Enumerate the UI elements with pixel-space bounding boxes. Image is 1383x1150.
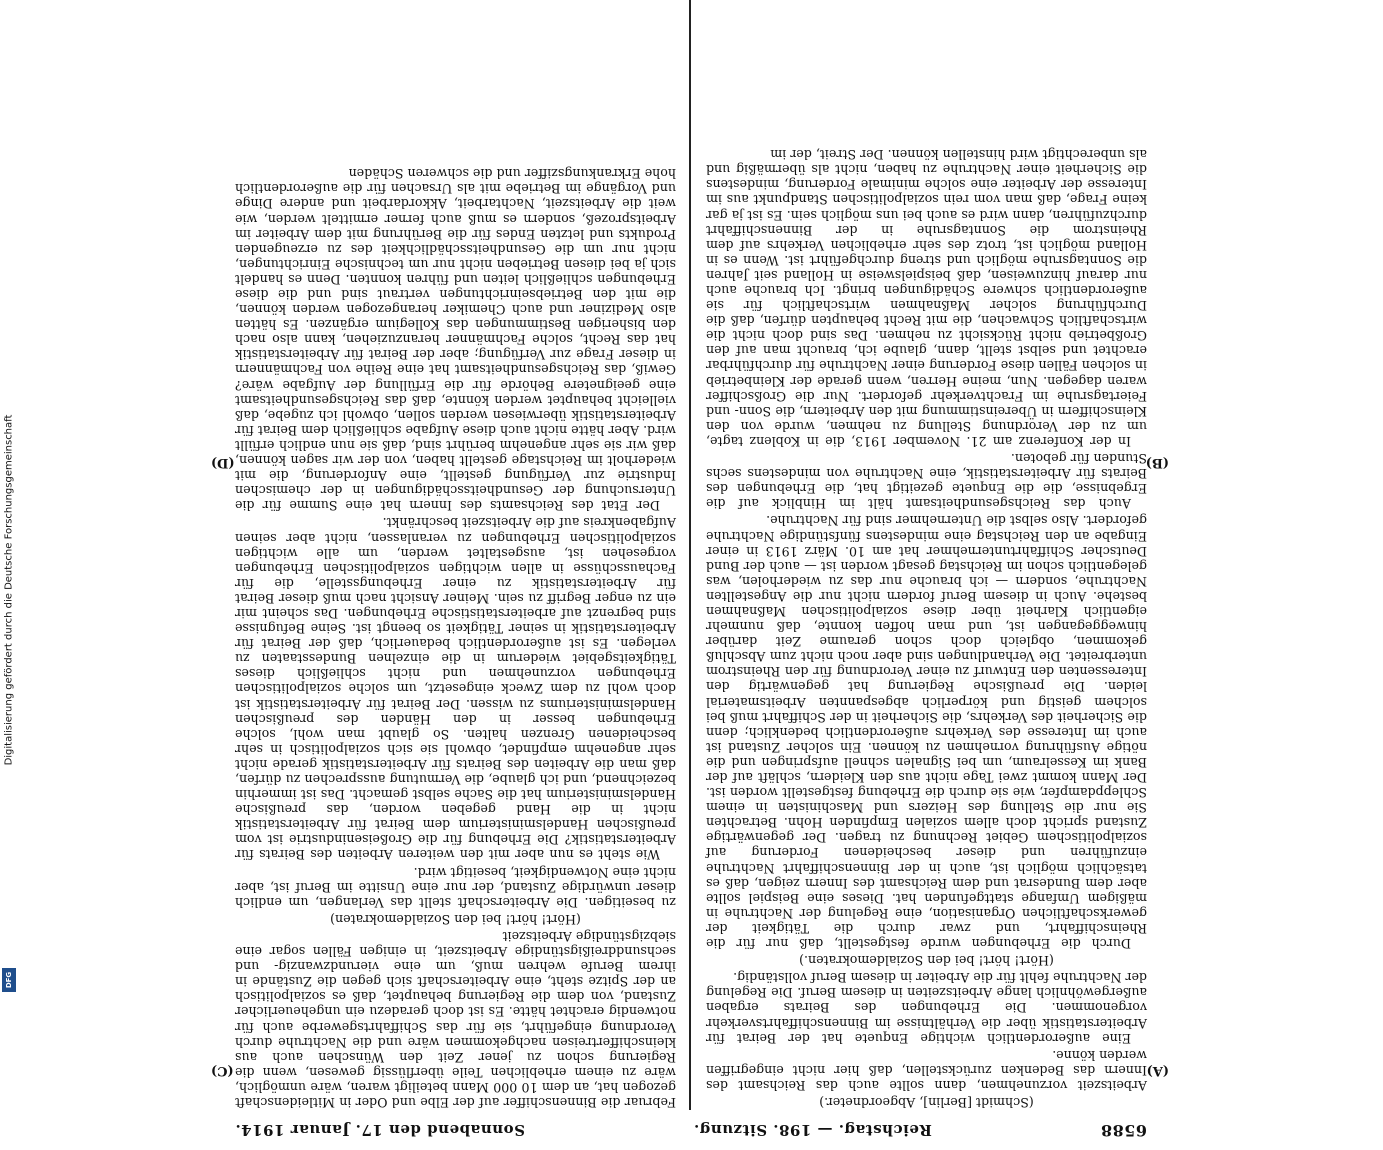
digitization-note: Digitalisierung gefördert durch die Deutsche Forschungsgemeinschaft (3, 414, 15, 766)
paragraph: Wie steht es nun aber mit den weiteren Arbeiten des Beirats für Arbeiterstatistik? Die Erhebung für die Großeisenindustrie ist vom preußischen Handelsministerium dem Beirat für Arbeiterstatistik nicht in die Hand gegeben worden, das preußische Handelsministerium hat die Sache selbst gemacht. Das ist immerhin bezeichnend, und ich glaube, die Vermutung aussprechen zu dürfen, daß man die Arbeiten des Beirats für Arbeiterstatistik gerade nicht sehr angenehm empfindet, obwohl sie sich sozialpolitisch in sehr bescheidenen Grenzen halten. So glaubt man wohl, solche Erhebungen besser in den Händen des preußischen Handelsministeriums zu wissen. Der Beirat für Arbeiterstatistik ist doch wohl zu dem Zweck eingesetzt, um solche sozialpolitischen Erhebungen vorzunehmen und nicht schließlich dieses Tätigkeitsgebiet wiederum in die einzelnen Bundesstaaten zu verlegen. Es ist außerordentlich bedauerlich, daß der Beirat für Arbeiterstatistik in seiner Tätigkeit so beengt ist. Seine Befugnisse sind begrenzt auf arbeiterstatistische Erhebungen. Das scheint mir ein zu enger Begriff zu sein. Meiner Ansicht nach muß dieser Beirat für Arbeiterstatistik zu einer Erhebungsstelle, die für Fachausschüsse in allen wichtigen sozialpolitischen Erhebungen vorgesehen ist, ausgestaltet werden, um alle wichtigen sozialpolitischen Erhebungen zu veranlassen, nicht aber seinen Aufgabenkreis auf die Arbeitszeit beschränkt. (235, 515, 676, 863)
dfg-logo (2, 968, 16, 992)
paragraph: Auch das Reichsgesundheitsamt hält im Hinblick auf die Ergebnisse, die die Enquete gezeitigt hat, die Erhebungen des Beirats für Arbeiterstatistik, eine Nachtruhe von mindestens sechs Stunden für geboten. (706, 451, 1147, 512)
paragraph: Arbeitszeit vorzunehmen, dann sollte auch das Reichsamt des Innern das Bedenken zurückstellen, daß hier nicht eingegriffen werden könne. (706, 1047, 1147, 1093)
margin-letter-a: (A) (1146, 1063, 1169, 1078)
page-number: 6588 (1100, 1121, 1147, 1140)
text-columns (211, 0, 1169, 1110)
paragraph: In der Konferenz am 21. November 1913, die in Koblenz tagte, um zu der Verordnung Stellung zu nehmen, wurde von den Kleinschiffern in Übereinstimmung mit den Arbeitern, die Sonn- und Feiertagsruhe im Frachtverkehr gefordert. Nur die Großschiffer waren dagegen. Nun, meine Herren, wenn gerade der Kleinbetrieb in solchen Fällen diese Forderung einer Nachtruhe für durchführbar erachtet und selbst stellt, dann, glaube ich, braucht man auf den Großbetrieb nicht Rücksicht zu nehmen. Das sind doch nicht die wirtschaftlich Schwachen, die mit Recht behaupten dürfen, daß die Durchführung solcher Maßnahmen wirtschaftlich für sie außerordentlich schwere Schädigungen bringt. Ich brauche auch nur darauf hinzuweisen, daß beispielsweise in Holland seit Jahren die Sonntagsruhe möglich und streng durchgeführt ist. Wenn es in Holland möglich ist, trotz des sehr erheblichen Verkehrs auf dem Rheinstrom die Sonntagsruhe in der Binnenschiffahrt durchzuführen, dann wird es auch bei uns möglich sein. Es ist ja gar keine Frage, daß man vom rein sozialpolitischen Standpunkt aus im Interesse der Arbeiter eine solche minimale Forderung, mindestens die Sicherheit einer Nachtruhe zu haben, nicht als übermäßig und als unberechtigt wird hinstellen können. Der Streit, der im (706, 147, 1147, 449)
right-column (211, 0, 676, 1110)
margin-letter-b: (B) (1145, 455, 1169, 470)
paragraph: Februar die Binnenschiffer auf der Elbe und Oder in Mitleidenschaft gezogen hat, an dem 10 000 Mann beteiligt waren, wäre unmöglich, wäre zu einem erheblichen Teile überflüssig gewesen, wenn die Regierung schon zu jener Zeit den Wünschen auch aus kleinschiffertreisen nachgekommen wäre und die Nachtruhe durch Verordnung eingeführt, sie für das Schiffahrtsgewerbe auch für notwendig erachtet hätte. Es ist doch geradezu ein ungeheuerlicher Zustand, von dem die Regierung behauptet, daß es sozialpolitisch an der Spitze steht, eine Arbeiterschaft sich gegen die Zustände in ihrem Berufe wehren muß, um eine vierundzwanzig- und sechsunddreißigstündige Arbeitszeit, in einigen Fällen sogar eine siebzigstündige Arbeitszeit (235, 928, 676, 1110)
paragraph: Der Etat des Reichsamts des Innern hat eine Summe für die Untersuchung der Gesundheitsschädigungen in der chemischen Industrie zur Verfügung gestellt, eine Anforderung, die mit wiederholt im Reichstage gestellt haben, von der wir sagen können, daß wir sie sehr angenehm berührt sind, daß sie nun endlich erfüllt wird. Aber hätte nicht auch diese Aufgabe schließlich dem Beirat für Arbeiterstatistik überwiesen werden sollen, obwohl ich zugebe, daß vielleicht behauptet werden könnte, daß das Reichsgesundheitsamt eine geeignetere Behörde für die Erfüllung der Aufgabe wäre? Gewiß, das Reichsgesundheitsamt hat eine Reihe von Fachmännern in dieser Frage zur Verfügung; aber der Beirat für Arbeiterstatistik hat das Recht, solche Fachmänner heranzuziehen, kann also nach den bisherigen Bestimmungen das Kollegium ergänzen. Es hätten also Mediziner und auch Chemiker herangezogen werden können, die mit den Betriebseinrichtungen vertraut sind und die diese Erhebungen schließlich leiten und führen konnten. Denn es handelt sich ja bei diesen Betrieben nicht nur um technische Einrichtungen, nicht nur um die Gesundheitsschädlichkeit des zu erzeugenden Produkts und letzten Endes für die Berührung mit dem Arbeiter im Arbeitsprozeß, sondern es muß auch ferner ermittelt werden, wie weit die Arbeitszeit, Nachtarbeit, Akkordarbeit und andere Dinge und Vorgänge im Betriebe mit als Ursachen für die außerordentlich hohe Erkrankungsziffer und die schweren Schäden (235, 166, 676, 514)
paragraph: Eine außerordentlich wichtige Enquete hat der Beirat für Arbeiterstatistik über die Verhältnisse im Binnenschiffahrtsverkehr vorgenommen. Die Erhebungen des Beirats ergaben außergewöhnlich lange Arbeitszeiten in diesem Beruf. Die Regelung der Nachtruhe fehlt für die Arbeiter in diesem Beruf vollständig. (706, 970, 1147, 1046)
interjection: (Hört! hört! bei den Sozialdemokraten.) (799, 953, 1054, 969)
margin-letter-c: (C) (211, 1063, 234, 1078)
page-header (235, 1118, 1147, 1140)
paragraph: Durch die Erhebungen wurde festgestellt, daß nur für die Rheinschiffahrt, und zwar durch die Tätigkeit der gewerkschaftlichen Organisation, eine Regelung der Nachtruhe in mäßigem Umfange stattgefunden hat. Dieses eine Beispiel sollte aber dem Bundesrat und dem Reichsamt des Innern zeigen, daß es tatsächlich möglich ist, auch in der Binnenschiffahrt Nachtruhe einzuführen und dieser bescheidenen Forderung auf sozialpolitischem Gebiet Rechnung zu tragen. Der gegenwärtige Zustand spricht doch allem sozialen Empfinden Hohn. Betrachten Sie nur die Stellung des Heizers und Maschinisten in einem Schleppdampfer, wie sie durch die Erhebung festgestellt worden ist. Der Mann kommt zwei Tage nicht aus den Kleidern, schläft auf der Bank im Kesselraum, um bei Signalen schnell aufspringen und die nötige Ausführung vornehmen zu können. Ein solcher Zustand ist auch im Interesse des Verkehrs außerordentlich bedenklich; denn die Sicherheit des Verkehrs, die Sicherheit in der Schiffahrt muß bei solchem geistig und körperlich abgespannten Arbeitsmaterial leiden. Die preußische Regierung hat gegenwärtig den Interessenten den Entwurf zu einer Verordnung für den Rheinstrom unterbreitet. Die Verhandlungen sind aber noch nicht zum Abschluß gekommen, obgleich doch schon geraume Zeit darüber hinweggegangen ist, und man hoffen konnte, daß nunmehr eigentlich Klarheit über diese sozialpolitischen Maßnahmen bestehe. Auch in diesem Beruf fordern nicht nur die Angestellten Nachtruhe, sondern — ich brauche nur das zu wiederholen, was gelegentlich schon im Reichstag gesagt worden ist — auch der Bund Deutscher Schiffahrtunternehmer hat am 10. März 1913 in einer Eingabe an den Reichstag eine mindestens fünfstündige Nachtruhe gefordert. Also selbst die Unternehmer sind für Nachtruhe. (706, 513, 1147, 952)
dfg-logo-text: DFG (5, 971, 13, 989)
interjection: (Hört! hört! bei den Sozialdemokraten) (330, 911, 581, 927)
speaker-line: (Schmidt [Berlin], Abgeordneter.) (819, 1095, 1034, 1110)
margin-letter-d: (D) (211, 455, 235, 470)
session-date: Sonnabend den 17. Januar 1914. (235, 1121, 525, 1139)
column-divider (689, 0, 691, 1110)
paragraph: zu beseitigen. Die Arbeiterschaft stellt das Verlangen, um endlich dieser unwürdige Zustand, der nur eine Unsitte im Beruf ist, aber nicht eine Notwendigkeit, beseitigt wird. (235, 864, 676, 910)
scanned-page (211, 0, 1169, 1150)
left-column (706, 0, 1169, 1110)
running-title: Reichstag. — 198. Sitzung. (693, 1121, 932, 1139)
digitization-note-strip (0, 0, 18, 1000)
